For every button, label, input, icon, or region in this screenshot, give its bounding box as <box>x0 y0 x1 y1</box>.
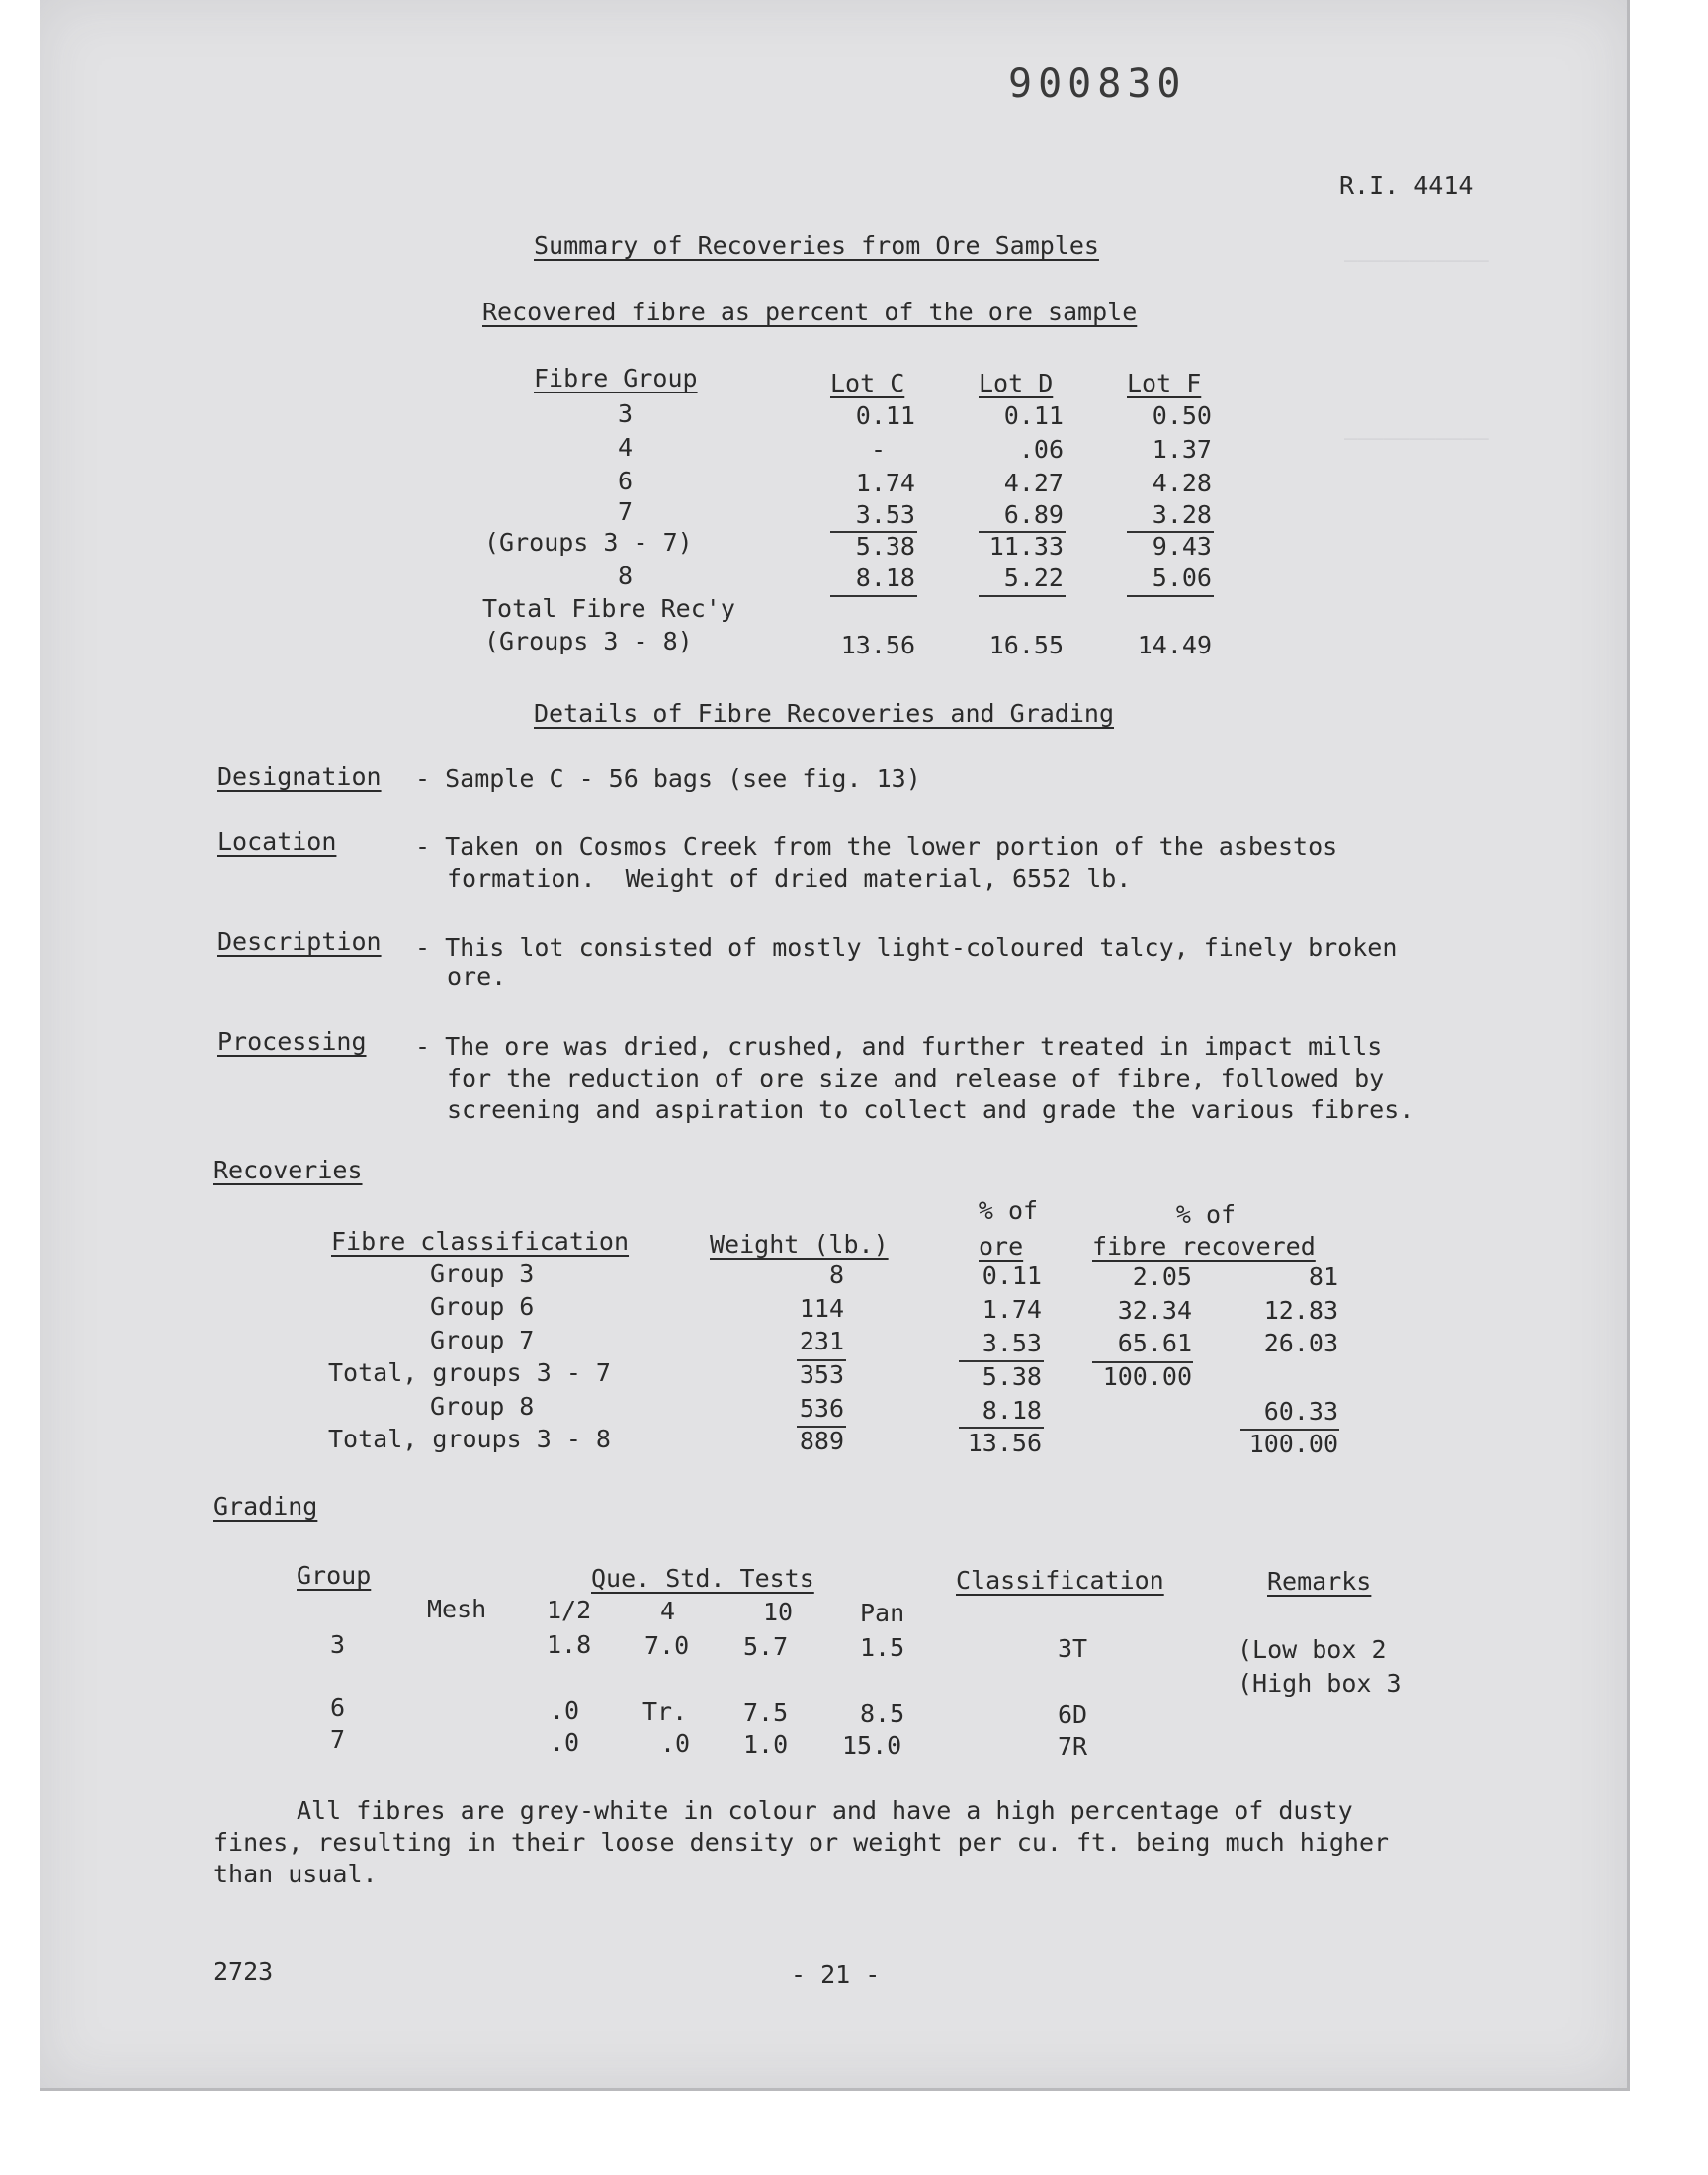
col-remarks: Remarks <box>1267 1567 1372 1596</box>
recovery-ore: 8.18 <box>982 1396 1042 1425</box>
recovery-fibre-1: 100.00 <box>1102 1362 1192 1391</box>
recovery-fibre-2: 81 <box>1308 1262 1338 1291</box>
sub-4: 4 <box>660 1597 676 1625</box>
bleed-through-text: ___________ <box>1344 415 1489 440</box>
total-rule <box>979 595 1066 597</box>
summary-cell-c: 8.18 <box>855 564 915 592</box>
description-text: - This lot consisted of mostly light-coloured talcy, finely broken <box>415 933 1398 962</box>
col-classification: Classification <box>956 1566 1164 1595</box>
designation-text: - Sample C - 56 bags (see fig. 13) <box>415 764 921 793</box>
grading-group: 7 <box>330 1725 346 1754</box>
recovery-weight: 536 <box>799 1394 844 1423</box>
summary-total-label: (Groups 3 - 8) <box>484 627 693 655</box>
grading-half: 1.8 <box>547 1630 592 1659</box>
recovery-class: Total, groups 3 - 8 <box>328 1425 611 1453</box>
summary-cell-c: 3.53 <box>855 500 915 529</box>
recovery-class: Total, groups 3 - 7 <box>328 1358 611 1387</box>
summary-cell-c: 0.11 <box>855 401 915 430</box>
summary-cell-c: - <box>870 435 886 464</box>
processing-text: screening and aspiration to collect and grade the various fibres. <box>447 1095 1414 1124</box>
summary-total-label: Total Fibre Rec'y <box>482 594 735 623</box>
grading-ten: 1.0 <box>743 1730 789 1759</box>
details-title: Details of Fibre Recoveries and Grading <box>534 699 1114 728</box>
summary-group: 7 <box>618 497 634 526</box>
stamp-number: 900830 <box>1008 61 1187 107</box>
sub-pan: Pan <box>860 1599 905 1627</box>
grading-class: 7R <box>1058 1732 1088 1761</box>
remark-low-box: (Low box 2 <box>1238 1635 1387 1664</box>
grading-half: .0 <box>550 1728 580 1757</box>
recovery-fibre-2: 100.00 <box>1248 1430 1338 1458</box>
grading-four: Tr. <box>642 1697 688 1726</box>
recovery-ore: 1.74 <box>982 1295 1042 1324</box>
report-id: R.I. 4414 <box>1339 171 1474 200</box>
summary-cell-f: 3.28 <box>1152 500 1212 529</box>
grading-class: 3T <box>1058 1634 1088 1663</box>
page-number: - 21 - <box>791 1960 881 1989</box>
recovery-class: Group 3 <box>430 1260 535 1288</box>
summary-total-d: 16.55 <box>988 631 1064 659</box>
summary-group: 6 <box>618 467 634 495</box>
summary-cell-c: 5.38 <box>855 532 915 561</box>
summary-cell-d: 0.11 <box>1003 401 1064 430</box>
recovery-weight: 114 <box>799 1294 844 1323</box>
col-fibre-recovered: fibre recovered <box>1092 1232 1316 1261</box>
grading-pan: 8.5 <box>860 1699 905 1728</box>
location-label: Location <box>217 827 337 856</box>
col-group: Group <box>297 1561 372 1590</box>
closing-paragraph: than usual. <box>214 1860 378 1888</box>
col-que-std-tests: Que. Std. Tests <box>591 1564 814 1593</box>
total-rule <box>830 595 917 597</box>
grading-four: .0 <box>660 1729 691 1758</box>
col-fibre-classification: Fibre classification <box>331 1227 630 1256</box>
recovery-weight: 889 <box>799 1427 844 1455</box>
description-text: ore. <box>447 962 507 991</box>
header-lot-f: Lot F <box>1127 369 1202 397</box>
grading-group: 6 <box>330 1694 346 1722</box>
summary-cell-d: 4.27 <box>1003 469 1064 497</box>
summary-group: 4 <box>618 433 634 462</box>
sub-mesh: Mesh <box>427 1595 487 1623</box>
total-rule <box>1127 595 1214 597</box>
summary-cell-f: 1.37 <box>1152 435 1212 464</box>
summary-title: Summary of Recoveries from Ore Samples <box>534 231 1099 260</box>
closing-paragraph: fines, resulting in their loose density or weight per cu. ft. being much higher <box>214 1828 1390 1857</box>
recovery-class: Group 8 <box>430 1392 535 1421</box>
processing-text: - The ore was dried, crushed, and further treated in impact mills <box>415 1032 1383 1061</box>
grading-half: .0 <box>550 1696 580 1725</box>
summary-cell-f: 9.43 <box>1152 532 1212 561</box>
summary-total-f: 14.49 <box>1137 631 1212 659</box>
grading-label: Grading <box>214 1492 318 1521</box>
grading-ten: 5.7 <box>743 1632 789 1661</box>
location-text: formation. Weight of dried material, 6552 lb. <box>447 864 1132 893</box>
recovery-weight: 8 <box>828 1261 844 1289</box>
footer-doc-number: 2723 <box>214 1958 274 1986</box>
summary-cell-c: 1.74 <box>855 469 915 497</box>
recovery-fibre-2: 26.03 <box>1263 1329 1338 1357</box>
recovery-class: Group 6 <box>430 1292 535 1321</box>
remark-high-box: (High box 3 <box>1238 1669 1402 1697</box>
recovery-fibre-2: 12.83 <box>1263 1296 1338 1325</box>
grading-class: 6D <box>1058 1700 1088 1729</box>
recovery-fibre-1: 65.61 <box>1117 1329 1192 1357</box>
recoveries-label: Recoveries <box>214 1156 363 1184</box>
closing-paragraph: All fibres are grey-white in colour and have a high percentage of dusty <box>297 1796 1353 1825</box>
processing-text: for the reduction of ore size and release of fibre, followed by <box>447 1064 1385 1092</box>
summary-group: (Groups 3 - 7) <box>484 528 693 557</box>
header-lot-c: Lot C <box>830 369 905 397</box>
summary-cell-f: 0.50 <box>1152 401 1212 430</box>
col-ore: ore <box>979 1232 1024 1261</box>
recovery-weight: 231 <box>799 1327 844 1355</box>
summary-cell-d: 11.33 <box>988 532 1064 561</box>
recovery-fibre-1: 32.34 <box>1117 1296 1192 1325</box>
location-text: - Taken on Cosmos Creek from the lower portion of the asbestos <box>415 832 1338 861</box>
summary-total-c: 13.56 <box>840 631 915 659</box>
col-ore-head: % of <box>978 1196 1039 1225</box>
grading-pan: 1.5 <box>860 1633 905 1662</box>
processing-label: Processing <box>217 1027 367 1056</box>
summary-group: 3 <box>618 399 634 428</box>
recovery-ore: 3.53 <box>982 1329 1042 1357</box>
recovery-fibre-1: 2.05 <box>1132 1262 1192 1291</box>
summary-cell-d: 6.89 <box>1003 500 1064 529</box>
sub-half: 1/2 <box>547 1596 592 1624</box>
recovery-weight: 353 <box>799 1360 844 1389</box>
recovery-ore: 5.38 <box>982 1362 1042 1391</box>
recovery-fibre-2: 60.33 <box>1263 1397 1338 1426</box>
grading-ten: 7.5 <box>743 1698 789 1727</box>
grading-pan: 15.0 <box>842 1731 902 1760</box>
summary-cell-f: 4.28 <box>1152 469 1212 497</box>
summary-cell-f: 5.06 <box>1152 564 1212 592</box>
summary-subtitle: Recovered fibre as percent of the ore sample <box>482 298 1138 326</box>
bleed-through-text: ___________ <box>1344 237 1489 262</box>
designation-label: Designation <box>217 762 382 791</box>
header-lot-d: Lot D <box>979 369 1054 397</box>
grading-four: 7.0 <box>644 1631 690 1660</box>
summary-group: 8 <box>618 562 634 590</box>
col-weight: Weight (lb.) <box>710 1230 889 1259</box>
description-label: Description <box>217 927 382 956</box>
col-fibre-head: % of <box>1175 1200 1237 1229</box>
header-fibre-group: Fibre Group <box>534 364 698 392</box>
recovery-ore: 0.11 <box>982 1262 1042 1290</box>
recovery-ore: 13.56 <box>967 1429 1042 1457</box>
summary-cell-d: 5.22 <box>1003 564 1064 592</box>
summary-cell-d: .06 <box>1018 435 1064 464</box>
recovery-class: Group 7 <box>430 1326 535 1354</box>
grading-group: 3 <box>330 1630 346 1659</box>
sub-10: 10 <box>763 1598 794 1626</box>
